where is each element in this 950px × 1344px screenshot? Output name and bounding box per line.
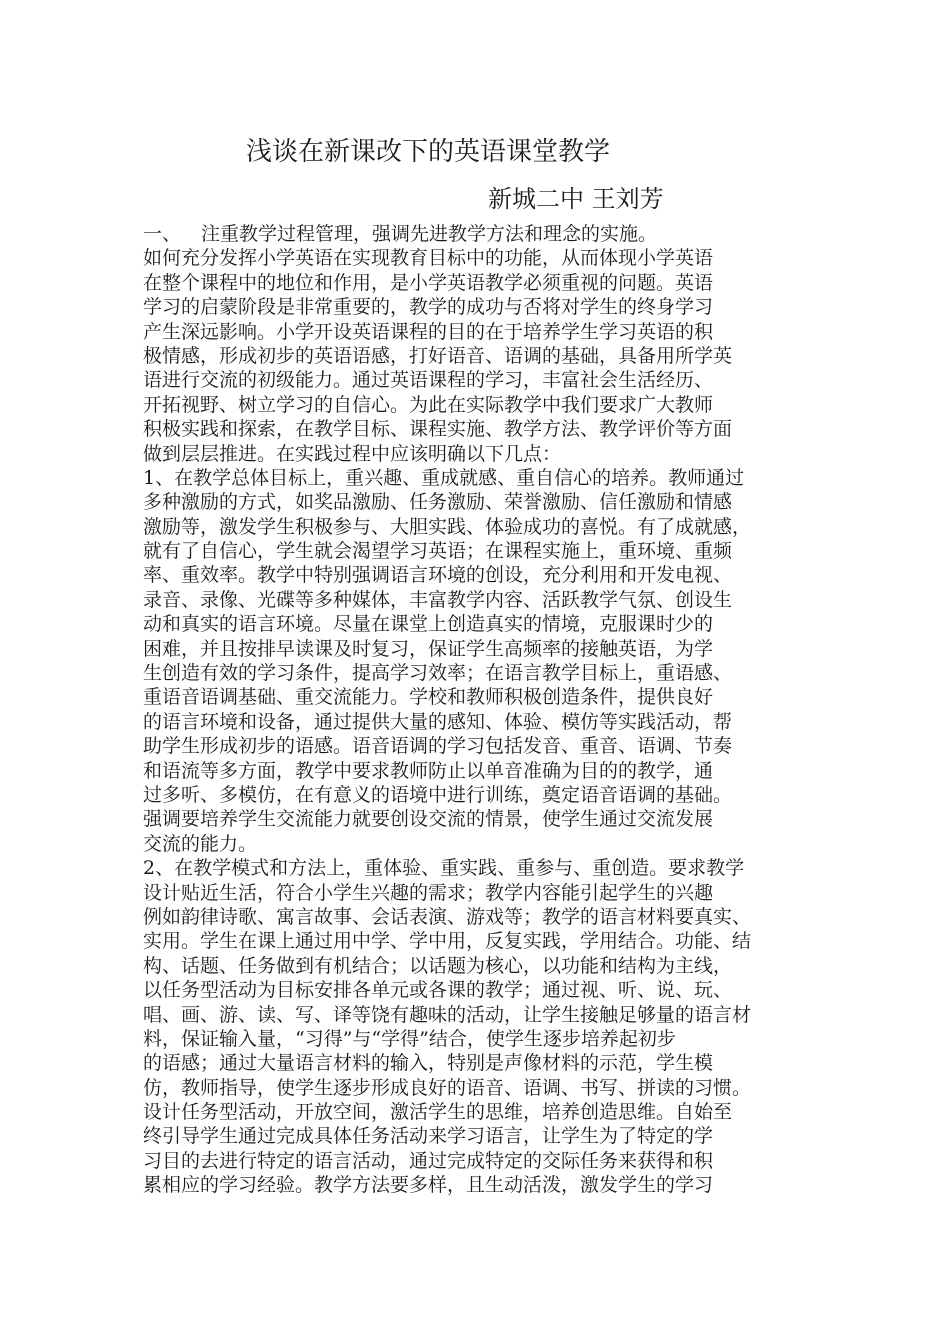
body-line: 以任务型活动为目标安排各单元或各课的教学；通过视、听、说、玩、 bbox=[143, 979, 733, 1002]
body-line: 录音、录像、光碟等多种媒体，丰富教学内容、活跃教学气氛、创设生 bbox=[143, 588, 733, 611]
body-line: 动和真实的语言环境。尽量在课堂上创造真实的情境，克服课时少的 bbox=[143, 613, 714, 636]
body-line: 1、在教学总体目标上，重兴趣、重成就感、重自信心的培养。教师通过 bbox=[143, 466, 745, 489]
body-line: 激励等，激发学生积极参与、大胆实践、体验成功的喜悦。有了成就感， bbox=[143, 515, 752, 538]
body-line: 语进行交流的初级能力。通过英语课程的学习，丰富社会生活经历、 bbox=[143, 369, 714, 392]
body-line: 终引导学生通过完成具体任务活动来学习语言，让学生为了特定的学 bbox=[143, 1125, 714, 1148]
body-line: 唱、画、游、读、写、译等饶有趣味的活动，让学生接触足够量的语言材 bbox=[143, 1003, 752, 1026]
document-title: 浅谈在新课改下的英语课堂教学 bbox=[246, 137, 611, 167]
body-line: 在整个课程中的地位和作用，是小学英语教学必须重视的问题。英语 bbox=[143, 271, 714, 294]
section-number: 一、 bbox=[143, 223, 182, 245]
body-line: 2、在教学模式和方法上，重体验、重实践、重参与、重创造。要求教学 bbox=[143, 857, 745, 880]
body-line: 率、重效率。教学中特别强调语言环境的创设，充分利用和开发电视、 bbox=[143, 564, 733, 587]
body-line: 的语感；通过大量语言材料的输入，特别是声像材料的示范，学生模 bbox=[143, 1052, 714, 1075]
body-line: 积极实践和探索，在教学目标、课程实施、教学方法、教学评价等方面 bbox=[143, 418, 733, 441]
section-heading-text: 注重教学过程管理，强调先进教学方法和理念的实施。 bbox=[201, 223, 658, 245]
body-line: 累相应的学习经验。教学方法要多样，且生动活泼，激发学生的学习 bbox=[143, 1174, 714, 1197]
body-line: 困难，并且按排早读课及时复习，保证学生高频率的接触英语，为学 bbox=[143, 637, 714, 660]
body-line: 开拓视野、树立学习的自信心。为此在实际教学中我们要求广大教师 bbox=[143, 393, 714, 416]
body-line: 实用。学生在课上通过用中学、学中用，反复实践，学用结合。功能、结 bbox=[143, 930, 752, 953]
body-line: 例如韵律诗歌、寓言故事、会话表演、游戏等；教学的语言材料要真实、 bbox=[143, 905, 752, 928]
body-line: 极情感，形成初步的英语语感，打好语音、语调的基础，具备用所学英 bbox=[143, 344, 733, 367]
body-line: 产生深远影响。小学开设英语课程的目的在于培养学生学习英语的积 bbox=[143, 320, 714, 343]
body-line: 过多听、多模仿，在有意义的语境中进行训练，奠定语音语调的基础。 bbox=[143, 783, 733, 806]
body-line: 如何充分发挥小学英语在实现教育目标中的功能，从而体现小学英语 bbox=[143, 247, 714, 270]
document-body bbox=[143, 222, 823, 1198]
body-line: 料，保证输入量，“习得”与“学得”结合，使学生逐步培养起初步 bbox=[143, 1027, 676, 1050]
body-line: 习目的去进行特定的语言活动，通过完成特定的交际任务来获得和积 bbox=[143, 1149, 714, 1172]
body-line: 重语音语调基础、重交流能力。学校和教师积极创造条件，提供良好 bbox=[143, 686, 714, 709]
body-line: 助学生形成初步的语感。语音语调的学习包括发音、重音、语调、节奏 bbox=[143, 735, 733, 758]
body-line: 多种激励的方式，如奖品激励、任务激励、荣誉激励、信任激励和情感 bbox=[143, 491, 733, 514]
body-line: 的语言环境和设备，通过提供大量的感知、体验、模仿等实践活动，帮 bbox=[143, 710, 733, 733]
body-line: 就有了自信心，学生就会渴望学习英语；在课程实施上，重环境、重频 bbox=[143, 540, 733, 563]
body-line: 设计任务型活动，开放空间，激活学生的思维，培养创造思维。自始至 bbox=[143, 1101, 733, 1124]
body-text bbox=[143, 246, 823, 1197]
body-line: 设计贴近生活，符合小学生兴趣的需求；教学内容能引起学生的兴趣 bbox=[143, 881, 714, 904]
body-line: 和语流等多方面，教学中要求教师防止以单音准确为目的的教学，通 bbox=[143, 759, 714, 782]
body-line: 仿，教师指导，使学生逐步形成良好的语音、语调、书写、拼读的习惯。 bbox=[143, 1076, 752, 1099]
body-line: 构、话题、任务做到有机结合；以话题为核心，以功能和结构为主线， bbox=[143, 954, 733, 977]
section-heading bbox=[143, 222, 823, 246]
document-author: 新城二中 王刘芳 bbox=[488, 185, 664, 213]
body-line: 学习的启蒙阶段是非常重要的，教学的成功与否将对学生的终身学习 bbox=[143, 296, 714, 319]
body-line: 强调要培养学生交流能力就要创设交流的情景，使学生通过交流发展 bbox=[143, 808, 714, 831]
body-line: 做到层层推进。在实践过程中应该明确以下几点： bbox=[143, 442, 562, 465]
body-line: 生创造有效的学习条件，提高学习效率；在语言教学目标上，重语感、 bbox=[143, 662, 733, 685]
body-line: 交流的能力。 bbox=[143, 832, 258, 855]
